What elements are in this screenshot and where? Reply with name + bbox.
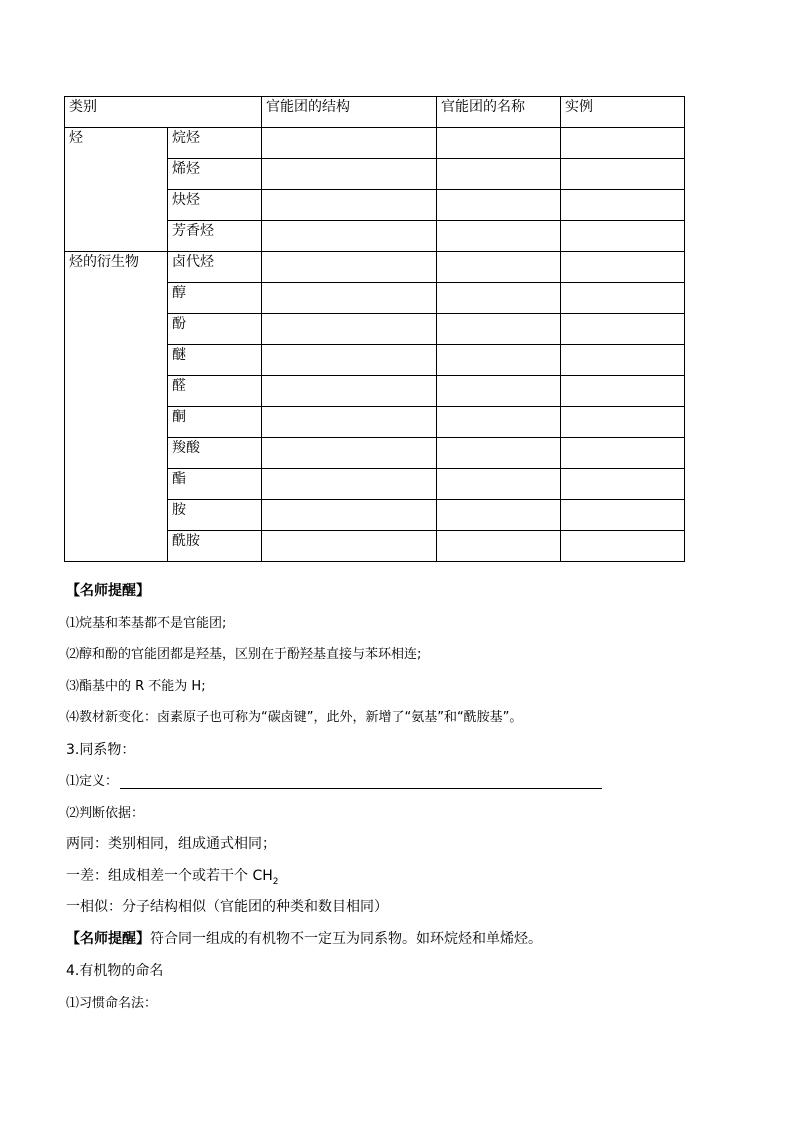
- header-name: 官能团的名称: [437, 97, 561, 128]
- name-cell[interactable]: [437, 159, 561, 190]
- name-cell[interactable]: [437, 469, 561, 500]
- row-label: 醚: [168, 345, 262, 376]
- row-label: 卤代烃: [168, 252, 262, 283]
- example-cell[interactable]: [561, 252, 685, 283]
- name-cell[interactable]: [437, 252, 561, 283]
- basis-label: ⑵判断依据：: [66, 806, 145, 821]
- definition-row: [66, 770, 602, 789]
- example-cell[interactable]: [561, 469, 685, 500]
- structure-cell[interactable]: [262, 128, 437, 159]
- ch2-subscript: 2: [272, 876, 279, 887]
- tip1-item-4: ⑷教材新变化：卤素原子也可称为“碳卤键”，此外，新增了“氨基”和“酰胺基”。: [66, 710, 523, 725]
- name-cell[interactable]: [437, 345, 561, 376]
- definition-blank[interactable]: [120, 774, 602, 789]
- name-cell[interactable]: [437, 190, 561, 221]
- name-cell[interactable]: [437, 314, 561, 345]
- group-hydrocarbon: 烃: [65, 128, 168, 252]
- example-cell[interactable]: [561, 376, 685, 407]
- row-label: 烷烃: [168, 128, 262, 159]
- tip1-item-3: ⑶酯基中的 R 不能为 H;: [66, 679, 206, 694]
- example-cell[interactable]: [561, 190, 685, 221]
- example-cell[interactable]: [561, 531, 685, 562]
- structure-cell[interactable]: [262, 159, 437, 190]
- structure-cell[interactable]: [262, 438, 437, 469]
- header-structure: 官能团的结构: [262, 97, 437, 128]
- section3-title: 3.同系物：: [66, 742, 136, 758]
- example-cell[interactable]: [561, 128, 685, 159]
- rule-one-difference-text: 一差：组成相差一个或若干个 CH: [66, 868, 273, 884]
- rule-one-similar: 一相似：分子结构相似（官能团的种类和数目相同）: [66, 899, 388, 915]
- example-cell[interactable]: [561, 407, 685, 438]
- structure-cell[interactable]: [262, 252, 437, 283]
- name-cell[interactable]: [437, 438, 561, 469]
- tip1-item-1: ⑴烷基和苯基都不是官能团;: [66, 616, 227, 631]
- row-label: 酰胺: [168, 531, 262, 562]
- name-cell[interactable]: [437, 500, 561, 531]
- name-cell[interactable]: [437, 283, 561, 314]
- functional-group-table: [64, 96, 685, 562]
- structure-cell[interactable]: [262, 531, 437, 562]
- tip1-item-2: ⑵醇和酚的官能团都是羟基，区别在于酚羟基直接与苯环相连;: [66, 647, 422, 662]
- structure-cell[interactable]: [262, 283, 437, 314]
- rule-one-difference: [66, 865, 279, 887]
- row-label: 酯: [168, 469, 262, 500]
- header-category: 类别: [65, 97, 262, 128]
- row-label: 羧酸: [168, 438, 262, 469]
- row-label: 芳香烃: [168, 221, 262, 252]
- row-label: 炔烃: [168, 190, 262, 221]
- structure-cell[interactable]: [262, 407, 437, 438]
- name-cell[interactable]: [437, 407, 561, 438]
- tip1-title: 【名师提醒】: [66, 583, 150, 599]
- tip2-title: 【名师提醒】: [66, 931, 150, 947]
- structure-cell[interactable]: [262, 500, 437, 531]
- structure-cell[interactable]: [262, 376, 437, 407]
- structure-cell[interactable]: [262, 314, 437, 345]
- tip2: [66, 928, 542, 948]
- row-label: 烯烃: [168, 159, 262, 190]
- row-label: 酚: [168, 314, 262, 345]
- section4-title: 4.有机物的命名: [66, 963, 164, 979]
- definition-label: ⑴定义：: [66, 774, 119, 789]
- header-example: 实例: [561, 97, 685, 128]
- example-cell[interactable]: [561, 283, 685, 314]
- row-label: 酮: [168, 407, 262, 438]
- name-cell[interactable]: [437, 376, 561, 407]
- example-cell[interactable]: [561, 345, 685, 376]
- rule-two-same: 两同：类别相同，组成通式相同；: [66, 836, 276, 852]
- example-cell[interactable]: [561, 438, 685, 469]
- tip2-text: 符合同一组成的有机物不一定互为同系物。如环烷烃和单烯烃。: [150, 931, 542, 947]
- table-row: [65, 252, 685, 283]
- example-cell[interactable]: [561, 221, 685, 252]
- name-cell[interactable]: [437, 531, 561, 562]
- structure-cell[interactable]: [262, 345, 437, 376]
- example-cell[interactable]: [561, 500, 685, 531]
- name-cell[interactable]: [437, 221, 561, 252]
- group-derivative: 烃的衍生物: [65, 252, 168, 562]
- structure-cell[interactable]: [262, 190, 437, 221]
- name-cell[interactable]: [437, 128, 561, 159]
- table-row: [65, 128, 685, 159]
- example-cell[interactable]: [561, 159, 685, 190]
- row-label: 醛: [168, 376, 262, 407]
- row-label: 醇: [168, 283, 262, 314]
- structure-cell[interactable]: [262, 221, 437, 252]
- example-cell[interactable]: [561, 314, 685, 345]
- section4-item-1: ⑴习惯命名法：: [66, 996, 158, 1011]
- table-header-row: [65, 97, 685, 128]
- structure-cell[interactable]: [262, 469, 437, 500]
- row-label: 胺: [168, 500, 262, 531]
